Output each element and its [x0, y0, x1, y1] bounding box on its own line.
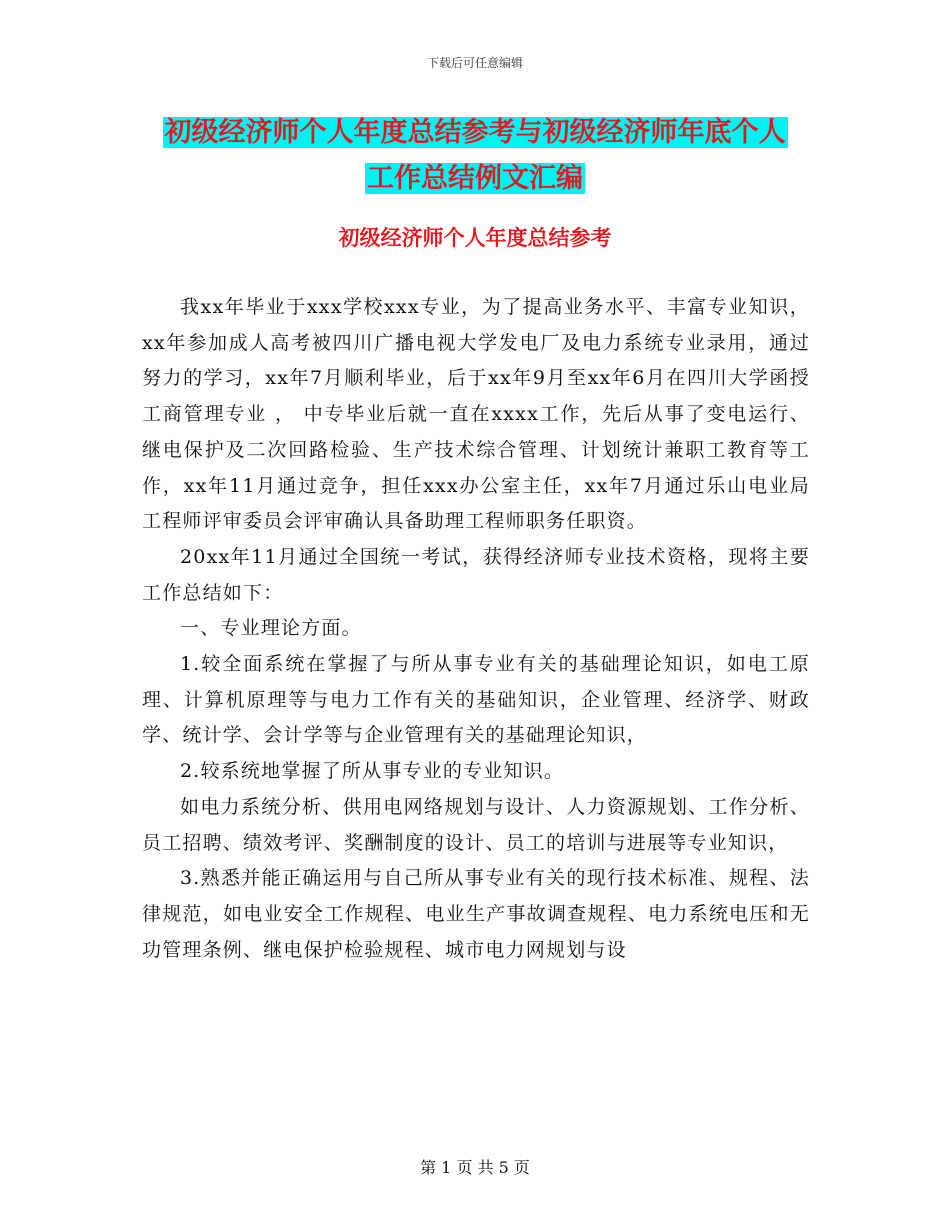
paragraph-3: 一、专业理论方面。 — [180, 617, 362, 640]
document-title-line-2: 工作总结例文汇编 — [367, 163, 583, 194]
header-note: 下载后可任意编辑 — [426, 56, 523, 70]
section-title: 初级经济师个人年度总结参考 — [338, 226, 612, 250]
paragraph-6: 如电力系统分析、供用电网络规划与设计、人力资源规划、工作分析、员工招聘、绩效考评、奖酬制度的设计、员工的培训与进展等专业知识， — [142, 795, 810, 854]
document-title — [140, 110, 810, 202]
paragraph-2: 20xx年11月通过全国统一考试，获得经济师专业技术资格，现将主要工作总结如下： — [142, 545, 810, 604]
page-number-footer: 第 1 页 共 5 页 — [420, 1158, 530, 1177]
document-body — [142, 290, 810, 968]
paragraph-4: 1.较全面系统在掌握了与所从事专业有关的基础理论知识，如电工原理、计算机原理等与电力工作有关的基础知识，企业管理、经济学、财政学、统计学、会计学等与企业管理有关的基础理论知识， — [142, 653, 810, 747]
paragraph-7: 3.熟悉并能正确运用与自己所从事专业有关的现行技术标准、规程、法律规范，如电业安全工作规程、电业生产事故调查规程、电力系统电压和无功管理条例、继电保护检验规程、城市电力网规划与设 — [142, 867, 810, 961]
document-title-line-1: 初级经济师个人年度总结参考与初级经济师年底个人 — [164, 117, 786, 148]
paragraph-5: 2.较系统地掌握了所从事专业的专业知识。 — [180, 760, 565, 783]
paragraph-1: 我xx年毕业于xxx学校xxx专业，为了提高业务水平、丰富专业知识，xx年参加成人高考被四川广播电视大学发电厂及电力系统专业录用，通过努力的学习，xx年7月顺利毕业，后于xx年9月至xx年6月在四川大学函授工商管理专业 ， 中专毕业后就一直在xxxx工作，先后从事了变电运行、继电保护及二次回路检验、生产技术综合管理、计划统计兼职工教育等工作，xx年11月通过竞争，担任xxx办公室主任，xx年7月通过乐山电业局工程师评审委员会评审确认具备助理工程师职务任职资。 — [142, 296, 810, 533]
